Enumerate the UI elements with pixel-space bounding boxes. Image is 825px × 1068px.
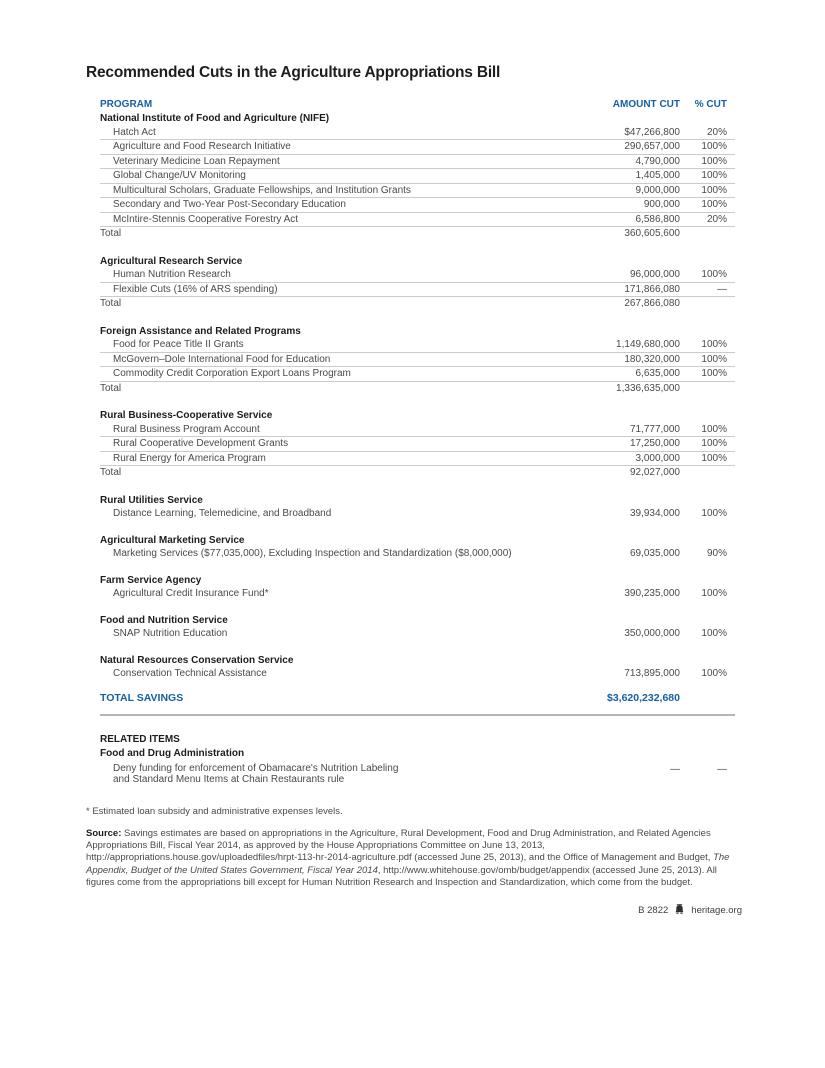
- table-sections: [100, 112, 735, 681]
- pct-cell: 100%: [701, 452, 727, 464]
- report-id: B 2822: [638, 905, 669, 917]
- program-cell: Total: [100, 467, 122, 478]
- related-item-description: Deny funding for enforcement of Obamacare's Nutrition Labeling and Standard Menu Items at Chain Restaurants rule: [113, 762, 399, 785]
- program-cell: SNAP Nutrition Education: [113, 628, 228, 639]
- pct-cell: 100%: [701, 141, 727, 152]
- table-section: [100, 255, 735, 312]
- section-header: Rural Business-Cooperative Service: [100, 410, 273, 421]
- amount-cell: 1,149,680,000: [616, 339, 680, 350]
- col-header-amount: AMOUNT CUT: [612, 99, 680, 110]
- table-row: [100, 367, 735, 382]
- table-section: [100, 494, 735, 521]
- total-savings-label: TOTAL SAVINGS: [100, 691, 184, 704]
- pct-cell: 100%: [701, 339, 727, 350]
- table-row: [100, 547, 735, 561]
- table-row: [100, 452, 735, 467]
- related-items-heading: RELATED ITEMS: [100, 733, 180, 745]
- pct-cell: 100%: [701, 269, 727, 280]
- pct-cell: 100%: [701, 353, 727, 365]
- pct-cell: 90%: [706, 548, 727, 559]
- col-header-pct: % CUT: [694, 99, 727, 110]
- amount-cell: 9,000,000: [635, 184, 680, 196]
- program-cell: Flexible Cuts (16% of ARS spending): [113, 283, 278, 295]
- table-row: [100, 667, 735, 681]
- table-row: [100, 627, 735, 641]
- footnote: * Estimated loan subsidy and administrative expenses levels.: [86, 805, 343, 817]
- table-section: [100, 574, 735, 601]
- pct-cell: 100%: [701, 588, 727, 599]
- program-cell: McIntire-Stennis Cooperative Forestry Act: [113, 213, 299, 225]
- program-cell: Multicultural Scholars, Graduate Fellowships, and Institution Grants: [113, 184, 411, 196]
- pct-cell: 100%: [701, 508, 727, 519]
- table-row: [100, 507, 735, 521]
- amount-cell: 1,336,635,000: [616, 382, 680, 394]
- amount-cell: 17,250,000: [629, 438, 680, 449]
- section-total-row: [100, 466, 735, 481]
- table-section: [100, 325, 735, 397]
- amount-cell: 96,000,000: [629, 269, 680, 280]
- table-row: [100, 126, 735, 141]
- amount-cell: 390,235,000: [624, 588, 680, 599]
- program-cell: Hatch Act: [113, 126, 156, 138]
- amount-cell: $47,266,800: [624, 126, 680, 138]
- table-section: [100, 614, 735, 641]
- program-cell: Rural Energy for America Program: [113, 452, 266, 464]
- col-header-program: PROGRAM: [100, 99, 153, 110]
- site-name: heritage.org: [691, 905, 742, 917]
- table-section: [100, 534, 735, 561]
- amount-cell: 900,000: [643, 199, 680, 210]
- table-row: [100, 140, 735, 155]
- cuts-table: [100, 98, 735, 786]
- pct-cell: 100%: [701, 170, 727, 181]
- program-cell: Distance Learning, Telemedicine, and Broadband: [113, 508, 332, 519]
- table-row: [100, 213, 735, 228]
- amount-cell: 92,027,000: [629, 467, 680, 478]
- table-row: [100, 338, 735, 353]
- program-cell: Secondary and Two-Year Post-Secondary Education: [113, 199, 346, 210]
- source-label: Source:: [86, 827, 122, 839]
- program-cell: McGovern–Dole International Food for Education: [113, 353, 331, 365]
- pct-cell: 20%: [706, 213, 727, 225]
- amount-cell: 267,866,080: [624, 298, 680, 309]
- program-cell: Food for Peace Title II Grants: [113, 339, 244, 350]
- program-cell: Total: [100, 228, 122, 239]
- document-footer: [86, 904, 742, 918]
- section-header: Farm Service Agency: [100, 574, 202, 586]
- table-section: [100, 112, 735, 242]
- program-cell: Rural Cooperative Development Grants: [113, 438, 289, 449]
- amount-cell: 360,605,600: [624, 228, 680, 239]
- page-title: Recommended Cuts in the Agriculture Appropriations Bill: [86, 64, 501, 81]
- total-savings-row: [100, 691, 735, 706]
- table-row: [100, 437, 735, 452]
- source-note: Source: Savings estimates are based on appropriations in the Agriculture, Rural Development, Food and Drug Administration, and Related Agencies Appropriations Bill, Fiscal Year 2014, as approved by the House Appropriations Committee on June 13, 2013, http://appropriations.house.gov/uploadedfiles/hrpt-113-hr-2014-agriculture.pdf (accessed June 25, 2013), and the Office of Management and Budget, The Appendix, Budget of the United States Government, Fiscal Year 2014, http://www.whitehouse.gov/omb/budget/appendix (accessed June 25, 2013). All figures come from the appropriations bill except for Human Nutrition Research and Inspection and Standardization, which come from the budget.: [86, 827, 730, 889]
- program-cell: Commodity Credit Corporation Export Loans Program: [113, 368, 351, 379]
- pct-cell: 100%: [701, 184, 727, 196]
- amount-cell: 180,320,000: [624, 353, 680, 365]
- section-header: Food and Nutrition Service: [100, 614, 228, 626]
- program-cell: Rural Business Program Account: [113, 423, 260, 435]
- pct-cell: 100%: [701, 628, 727, 639]
- pct-cell: 100%: [701, 368, 727, 379]
- section-header: Rural Utilities Service: [100, 494, 203, 506]
- pct-cell: 100%: [701, 423, 727, 435]
- pct-cell: 100%: [701, 438, 727, 449]
- pct-cell: 100%: [701, 155, 727, 167]
- table-row: [100, 423, 735, 438]
- table-header-row: [100, 98, 735, 112]
- table-row: [100, 184, 735, 199]
- program-cell: Veterinary Medicine Loan Repayment: [113, 155, 280, 167]
- amount-cell: 4,790,000: [635, 155, 680, 167]
- related-item-pct: —: [717, 763, 727, 775]
- section-header: Agricultural Research Service: [100, 255, 243, 267]
- pct-cell: 100%: [701, 199, 727, 210]
- pct-cell: —: [717, 283, 727, 295]
- pct-cell: 20%: [706, 126, 727, 138]
- amount-cell: 713,895,000: [624, 668, 680, 679]
- section-header: Foreign Assistance and Related Programs: [100, 325, 301, 337]
- related-item-row: [100, 763, 735, 786]
- table-section: [100, 654, 735, 681]
- section-divider-rule: [100, 714, 735, 716]
- amount-cell: 290,657,000: [624, 141, 680, 152]
- table-row: [100, 268, 735, 283]
- amount-cell: 6,635,000: [635, 368, 680, 379]
- amount-cell: 171,866,080: [624, 283, 680, 295]
- amount-cell: 3,000,000: [635, 452, 680, 464]
- table-section: [100, 409, 735, 481]
- table-row: [100, 353, 735, 368]
- program-cell: Human Nutrition Research: [113, 269, 231, 280]
- liberty-bell-icon: [674, 904, 685, 918]
- amount-cell: 1,405,000: [635, 170, 680, 181]
- section-total-row: [100, 297, 735, 312]
- section-header: Agricultural Marketing Service: [100, 534, 245, 546]
- program-cell: Global Change/UV Monitoring: [113, 170, 246, 181]
- amount-cell: 350,000,000: [624, 628, 680, 639]
- table-row: [100, 155, 735, 170]
- section-total-row: [100, 382, 735, 397]
- table-row: [100, 169, 735, 184]
- total-savings-amount: $3,620,232,680: [607, 691, 680, 704]
- table-row: [100, 198, 735, 213]
- table-row: [100, 587, 735, 601]
- program-cell: Agricultural Credit Insurance Fund*: [113, 588, 269, 599]
- pct-cell: 100%: [701, 668, 727, 679]
- program-cell: Agriculture and Food Research Initiative: [113, 141, 291, 152]
- related-agency-name: Food and Drug Administration: [100, 747, 245, 759]
- section-header: Natural Resources Conservation Service: [100, 654, 294, 666]
- amount-cell: 71,777,000: [629, 423, 680, 435]
- table-row: [100, 283, 735, 298]
- program-cell: Total: [100, 382, 122, 394]
- related-items-block: [100, 733, 735, 786]
- amount-cell: 6,586,800: [635, 213, 680, 225]
- amount-cell: 69,035,000: [629, 548, 680, 559]
- program-cell: Marketing Services ($77,035,000), Excluding Inspection and Standardization ($8,000,000): [113, 548, 512, 559]
- section-header: National Institute of Food and Agriculture (NIFE): [100, 113, 330, 124]
- related-item-amount: —: [670, 763, 680, 775]
- amount-cell: 39,934,000: [629, 508, 680, 519]
- section-total-row: [100, 227, 735, 242]
- program-cell: Total: [100, 298, 122, 309]
- program-cell: Conservation Technical Assistance: [113, 668, 267, 679]
